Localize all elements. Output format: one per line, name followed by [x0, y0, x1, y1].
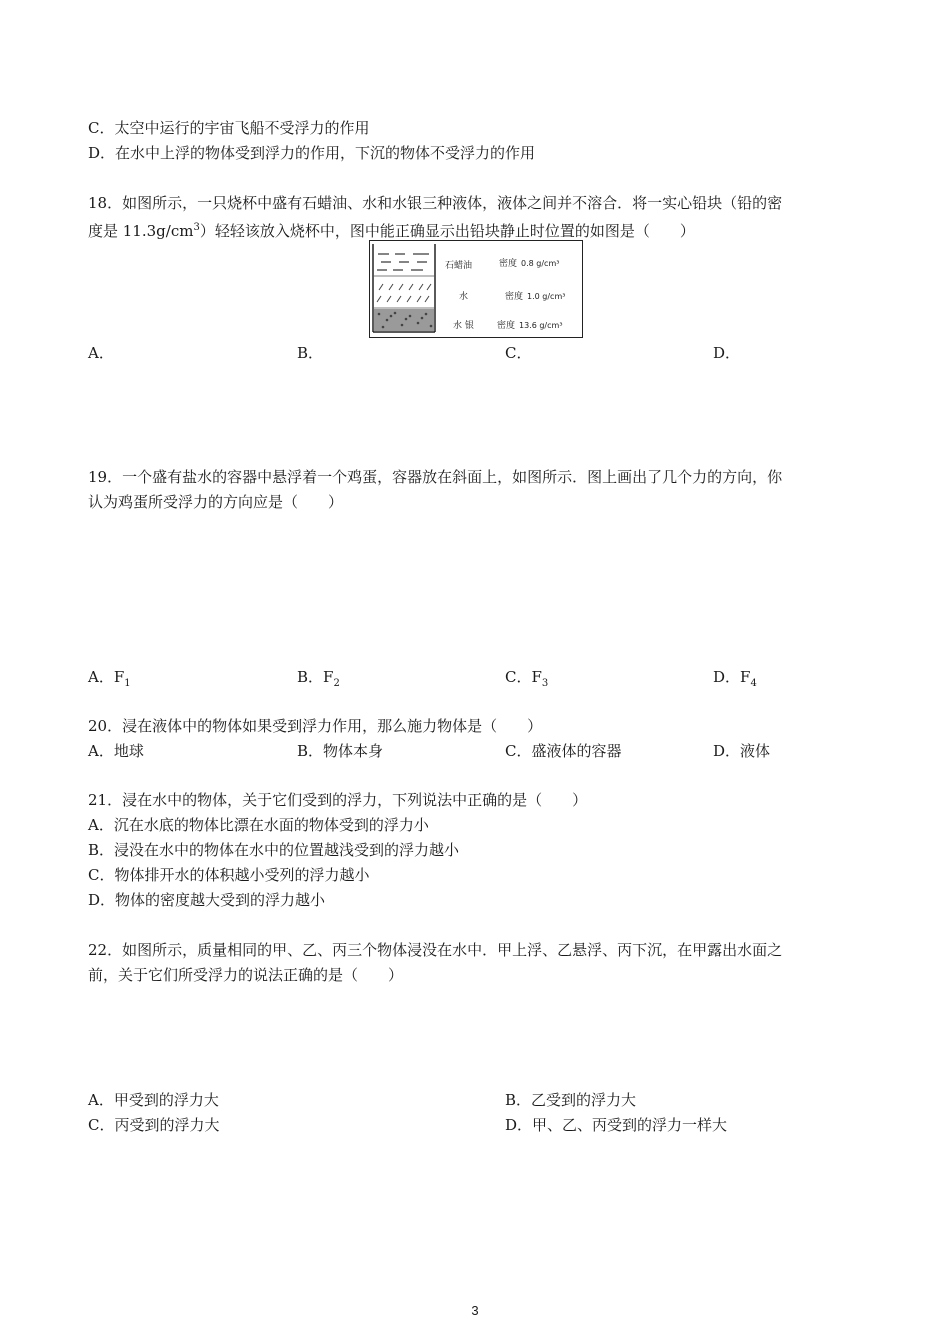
q19-option-b — [297, 668, 340, 693]
q18-option-b: B． — [297, 344, 324, 362]
label-oil-density: 0.8 g/cm³ — [521, 259, 560, 268]
q22-stem-line1: 22．如图所示，质量相同的甲、乙、丙三个物体浸没在水中．甲上浮、乙悬浮、丙下沉，在甲露出水面之 — [88, 941, 783, 959]
label-mercury: 水 银 — [453, 321, 474, 331]
label-oil: 石蜡油 — [445, 261, 473, 271]
q18-option-c: C． — [505, 344, 532, 362]
q22-option-a: A．甲受到的浮力大 — [88, 1091, 219, 1109]
label-mercury-density-word: 密度 — [497, 321, 516, 331]
q22-stem-line2: 前，关于它们所受浮力的说法正确的是（ ） — [88, 966, 404, 984]
q18-stem-post: ）轻轻该放入烧杯中，图中能正确显示出铅块静止时位置的如图是（ ） — [199, 222, 695, 240]
page-number: 3 — [471, 1303, 479, 1318]
q19-stem-line2: 认为鸡蛋所受浮力的方向应是（ ） — [88, 493, 344, 511]
q19-option-a — [88, 668, 131, 693]
q20-stem: 20．浸在液体中的物体如果受到浮力作用，那么施力物体是（ ） — [88, 717, 543, 735]
q22-option-d: D．甲、乙、丙受到的浮力一样大 — [505, 1116, 728, 1134]
q18-stem-pre: 度是 11.3g/cm — [88, 222, 194, 240]
q17-option-c: C．太空中运行的宇宙飞船不受浮力的作用 — [88, 119, 370, 137]
q21-option-a: A．沉在水底的物体比漂在水面的物体受到的浮力小 — [88, 816, 429, 834]
q19-option-a-text: A．F — [88, 668, 125, 686]
label-water-density-word: 密度 — [505, 292, 524, 302]
q18-stem-line2 — [88, 219, 695, 240]
q22-option-b: B．乙受到的浮力大 — [505, 1091, 637, 1109]
q19-option-d-text: D．F — [713, 668, 751, 686]
q19-option-c-text: C．F — [505, 668, 542, 686]
q19-option-a-sub: 1 — [124, 678, 131, 689]
q17-option-d: D．在水中上浮的物体受到浮力的作用，下沉的物体不受浮力的作用 — [88, 144, 536, 162]
q19-option-c — [505, 668, 548, 693]
q21-stem: 21．浸在水中的物体，关于它们受到的浮力，下列说法中正确的是（ ） — [88, 791, 588, 809]
q18-option-a: A． — [88, 344, 114, 362]
q21-option-c: C．物体排开水的体积越小受列的浮力越小 — [88, 866, 370, 884]
q18-stem-sup: 3 — [193, 222, 200, 233]
q20-option-c: C．盛液体的容器 — [505, 742, 622, 760]
q20-option-b: B．物体本身 — [297, 742, 384, 760]
q19-option-b-text: B．F — [297, 668, 334, 686]
q19-option-b-sub: 2 — [333, 678, 340, 689]
label-oil-density-word: 密度 — [499, 259, 518, 269]
q21-option-d: D．物体的密度越大受到的浮力越小 — [88, 891, 326, 909]
q19-stem-line1: 19．一个盛有盐水的容器中悬浮着一个鸡蛋，容器放在斜面上，如图所示．图上画出了几个力的方向，你 — [88, 468, 783, 486]
q21-option-b: B．浸没在水中的物体在水中的位置越浅受到的浮力越小 — [88, 841, 460, 859]
q22-option-c: C．丙受到的浮力大 — [88, 1116, 220, 1134]
q18-stem-line1: 18．如图所示，一只烧杯中盛有石蜡油、水和水银三种液体，液体之间并不溶合．将一实心铅块（铅的密 — [88, 194, 783, 212]
q18-option-d: D． — [713, 344, 741, 362]
label-water-density: 1.0 g/cm³ — [527, 292, 566, 301]
label-mercury-density: 13.6 g/cm³ — [519, 321, 563, 330]
q19-option-d-sub: 4 — [750, 678, 757, 689]
q19-option-c-sub: 3 — [541, 678, 549, 689]
label-water: 水 — [459, 292, 469, 302]
q20-option-a: A．地球 — [88, 742, 144, 760]
q20-option-d: D．液体 — [713, 742, 771, 760]
q19-option-d — [713, 668, 757, 693]
beaker-figure — [369, 240, 583, 338]
